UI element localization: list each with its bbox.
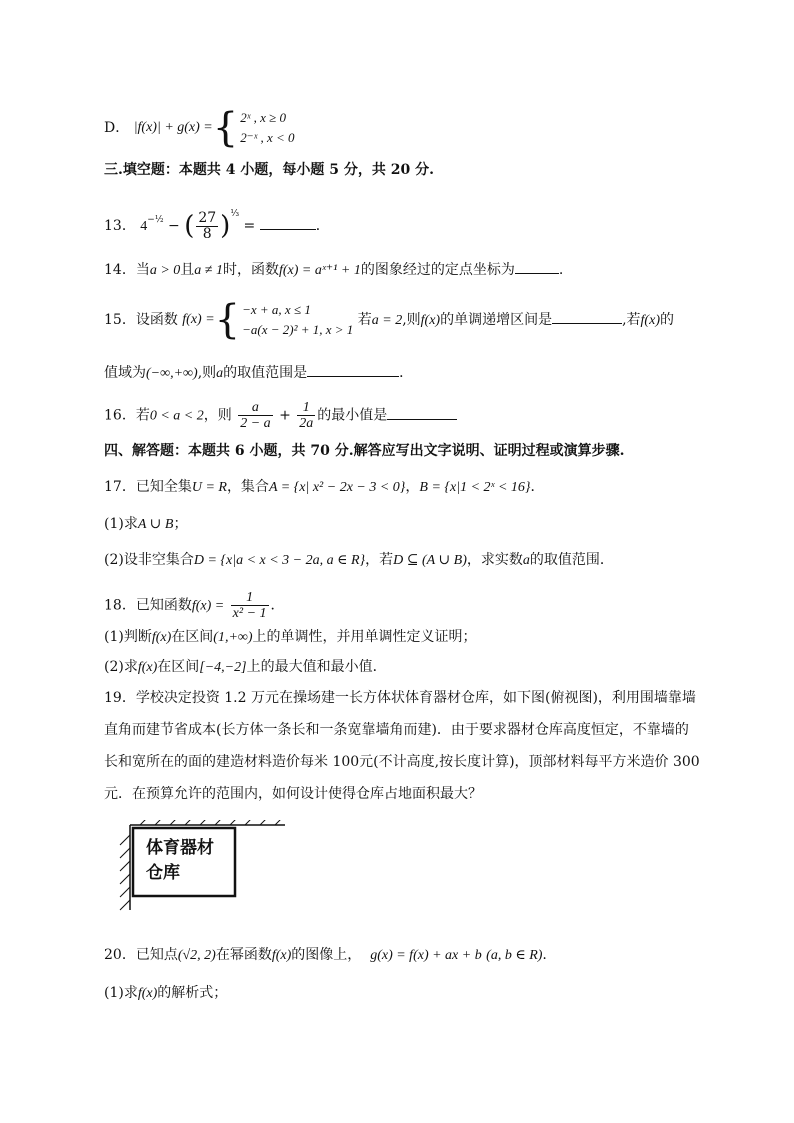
text: 14．当 xyxy=(104,262,150,278)
denominator: x² − 1 xyxy=(232,606,267,621)
lhs-expression: f(x) = xyxy=(182,312,215,327)
text: 的 xyxy=(659,312,674,328)
question-19-line-3: 长和宽所在的面的建造材料造价每米 100元(不计高度,按长度计算)，顶部材料每平方米造价 300 xyxy=(104,754,700,770)
text: 的单调递增区间是 xyxy=(440,312,553,328)
text: 且 xyxy=(180,262,195,278)
end-mark: ； xyxy=(173,516,188,532)
text: 的取值范围． xyxy=(529,552,614,568)
text: 值域为 xyxy=(104,365,146,381)
warehouse-figure xyxy=(100,820,290,929)
paren-left-icon: ( xyxy=(184,211,195,241)
case-1: 2ˣ , x ≥ 0 xyxy=(240,110,287,125)
math: a = 2 xyxy=(371,313,403,328)
text: 的解析式； xyxy=(157,985,228,1001)
denominator: 8 xyxy=(202,225,212,242)
end-mark: ． xyxy=(270,597,285,614)
question-19-line-4: 元．在预算允许的范围内，如何设计使得仓库占地面积最大？ xyxy=(104,786,482,802)
math: (a, b ∈ R) xyxy=(486,948,543,963)
text: 的图象经过的定点坐标为 xyxy=(360,262,515,278)
text: ,若 xyxy=(622,312,641,328)
answer-blank[interactable] xyxy=(515,259,559,274)
text: ，集合 xyxy=(226,479,269,495)
question-15 xyxy=(104,297,674,343)
section-3-heading: 三.填空题：本题共 4 小题，每小题 5 分，共 20 分. xyxy=(104,162,434,178)
math: f(x) xyxy=(137,660,158,675)
math: D = {x|a < x < 3 − 2a, a ∈ R} xyxy=(193,553,366,568)
question-15-rest xyxy=(358,312,674,328)
answer-blank[interactable] xyxy=(387,405,457,420)
numerator: 27 xyxy=(198,209,217,226)
math: a ≠ 1 xyxy=(194,263,223,278)
piecewise-f xyxy=(182,297,354,343)
question-number: 13． xyxy=(104,218,136,234)
text: 15．设函数 xyxy=(104,312,178,328)
end-mark: ． xyxy=(530,479,545,495)
math: g(x) = f(x) + ax + b xyxy=(370,948,482,963)
base: 4 xyxy=(140,219,148,234)
math: f(x) = xyxy=(191,598,225,614)
math: A = {x| x² − 2x − 3 < 0} xyxy=(268,480,406,495)
cases xyxy=(242,300,353,340)
section-4-heading: 四、解答题：本题共 6 小题，共 70 分.解答应写出文字说明、证明过程或演算步骤. xyxy=(104,443,625,459)
numerator: 1 xyxy=(231,590,269,606)
math: U = R xyxy=(191,480,227,495)
lhs-expression: |f(x)| + g(x) = xyxy=(133,120,213,135)
math: (−∞,+∞) xyxy=(146,366,198,381)
end-mark: ． xyxy=(315,218,330,234)
math: a > 0 xyxy=(149,263,181,278)
question-20-part-1 xyxy=(104,983,227,1004)
end-mark: . xyxy=(542,947,547,963)
question-15-line-2 xyxy=(104,362,413,384)
case-2: 2⁻ˣ , x < 0 xyxy=(240,130,295,145)
fraction xyxy=(231,590,269,621)
text: ，则 xyxy=(203,407,232,424)
question-18-part-1 xyxy=(104,627,477,648)
question-16 xyxy=(104,400,457,431)
figure-label-1: 体育器材 xyxy=(146,838,214,858)
text: 若 xyxy=(357,312,372,328)
math: B = {x|1 < 2ˣ < 16} xyxy=(419,480,531,495)
math: D ⊆ (A ∪ B) xyxy=(393,553,467,568)
question-19-line-1: 19．学校决定投资 1.2 万元在操场建一长方体状体育器材仓库，如下图(俯视图)，利用围墙靠墙 xyxy=(104,690,696,706)
numerator: a xyxy=(238,400,272,416)
piecewise-d xyxy=(133,105,295,151)
question-13 xyxy=(104,204,330,242)
math: 0 < a < 2 xyxy=(149,408,204,424)
paren-right-icon: ) xyxy=(220,211,231,241)
fraction-2 xyxy=(297,400,315,431)
text: (2)设非空集合 xyxy=(104,552,194,568)
math: (√2, 2) xyxy=(177,948,216,963)
answer-blank[interactable] xyxy=(552,309,622,324)
case-2: −a(x − 2)² + 1, x > 1 xyxy=(242,322,354,337)
math: f(x) xyxy=(137,986,158,1001)
answer-blank[interactable] xyxy=(260,215,316,230)
text: 的取值范围是 xyxy=(223,365,308,381)
brace-icon: { xyxy=(214,297,241,343)
text: 16．若 xyxy=(104,407,150,424)
option-d xyxy=(104,105,295,151)
text: ， xyxy=(405,479,420,495)
math: f(x) xyxy=(640,313,660,328)
text: ,则 xyxy=(402,312,421,328)
text: ,则 xyxy=(197,365,217,381)
math: f(x) xyxy=(420,313,441,328)
question-17-part-1 xyxy=(104,514,187,535)
question-18-part-2 xyxy=(104,657,387,678)
text: (1)判断 xyxy=(104,629,152,645)
math: a xyxy=(522,553,530,568)
text: 20．已知点 xyxy=(104,947,178,963)
text: ，若 xyxy=(365,552,394,568)
text: 的图像上， xyxy=(291,947,362,963)
warehouse-diagram xyxy=(100,820,290,925)
answer-blank[interactable] xyxy=(307,362,399,377)
question-14 xyxy=(104,259,563,281)
text: 在幂函数 xyxy=(215,947,272,963)
text: (2)求 xyxy=(104,659,138,675)
text: 在区间 xyxy=(157,659,200,675)
text: 在区间 xyxy=(171,629,214,645)
cases xyxy=(240,108,294,148)
exponent: −½ xyxy=(147,215,164,225)
text: 上的最大值和最小值． xyxy=(246,659,387,675)
end-mark: ． xyxy=(399,365,414,381)
text: 17．已知全集 xyxy=(104,479,192,495)
text: 上的单调性，并用单调性定义证明； xyxy=(252,629,477,645)
question-17 xyxy=(104,477,545,498)
exponent-2: ⅓ xyxy=(230,209,240,219)
minus-sign: − xyxy=(168,218,185,234)
text: 时，函数 xyxy=(222,262,279,278)
brace-icon: { xyxy=(212,105,239,151)
equals: = xyxy=(243,218,260,234)
end-mark: . xyxy=(558,262,564,278)
math: f(x) = aˣ⁺¹ + 1 xyxy=(278,263,361,278)
plus-sign: + xyxy=(274,407,296,424)
numerator: 1 xyxy=(297,400,315,416)
question-18 xyxy=(104,590,285,621)
question-17-part-2 xyxy=(104,550,614,571)
question-19-line-2: 直角而建节省成本(长方体一条长和一条宽靠墙角而建)．由于要求器材仓库高度恒定，不靠墙的 xyxy=(104,722,689,738)
math: A ∪ B xyxy=(137,517,174,532)
denominator: 2 − a xyxy=(240,416,271,431)
question-20 xyxy=(104,945,547,966)
figure-label-2: 仓库 xyxy=(146,863,180,883)
option-label: D． xyxy=(104,120,130,136)
math: f(x) xyxy=(271,948,292,963)
text: ，求实数 xyxy=(466,552,523,568)
left-wall-hatch xyxy=(120,835,130,910)
math: [−4,−2] xyxy=(199,660,247,675)
denominator: 2a xyxy=(299,416,314,431)
fraction-1 xyxy=(238,400,272,431)
text: (1)求 xyxy=(104,985,138,1001)
text: 18．已知函数 xyxy=(104,597,192,614)
text: 的最小值是 xyxy=(317,407,388,424)
math: (1,+∞) xyxy=(213,630,253,645)
text: (1)求 xyxy=(104,516,138,532)
math: f(x) xyxy=(151,630,172,645)
fraction xyxy=(196,211,218,242)
math: a xyxy=(216,366,224,381)
case-1: −x + a, x ≤ 1 xyxy=(242,302,311,317)
